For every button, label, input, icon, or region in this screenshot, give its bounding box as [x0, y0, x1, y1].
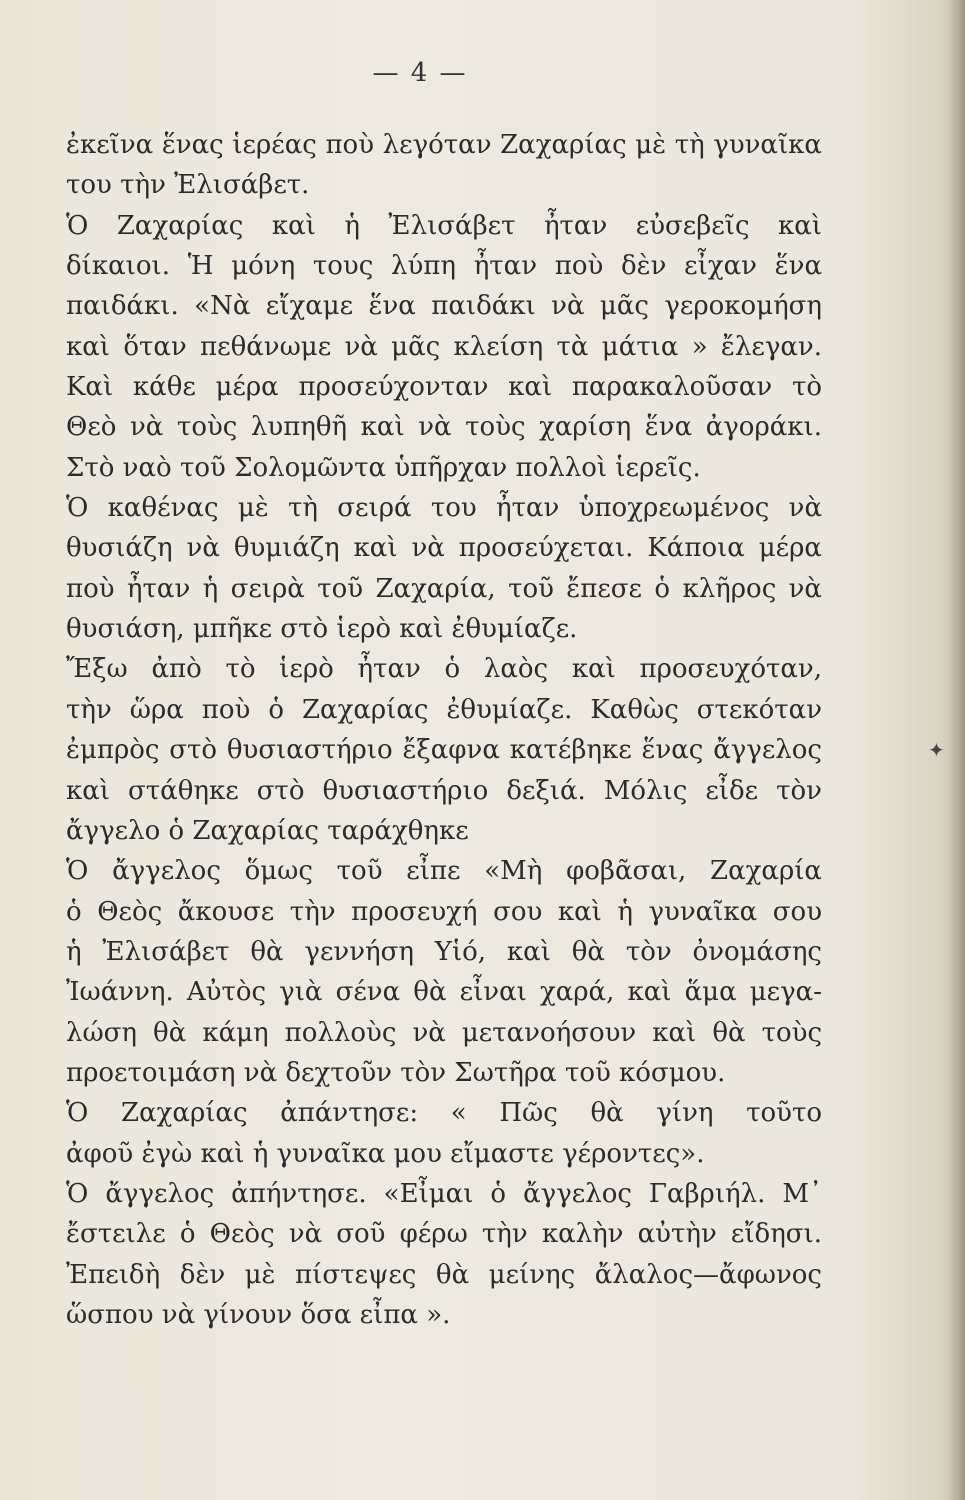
text-line: ἡ Ἐλισάβετ θὰ γεννήση Υἱό, καὶ θὰ τὸν ὀνομάσης	[66, 936, 822, 967]
text-line: προετοιμάση νὰ δεχτοῦν τὸν Σωτῆρα τοῦ κόσμου.	[66, 1057, 726, 1088]
text-line: ἄγγελο ὁ Ζαχαρίας ταράχθηκε	[66, 815, 469, 846]
text-line: Ὁ καθένας μὲ τὴ σειρά του ἦταν ὑποχρεωμένος νὰ	[66, 493, 822, 524]
text-line: ἔστειλε ὁ Θεὸς νὰ σοῦ φέρω τὴν καλὴν αὐτὴν εἴδησι.	[66, 1219, 822, 1250]
text-line: δίκαιοι. Ἡ μόνη τους λύπη ἦταν ποὺ δὲν εἶχαν ἕνα	[66, 251, 822, 282]
text-line: Θεὸ νὰ τοὺς λυπηθῆ καὶ νὰ τοὺς χαρίση ἕνα ἀγοράκι.	[66, 412, 822, 443]
text-line: Καὶ κάθε μέρα προσεύχονταν καὶ παρακαλοῦσαν τὸ	[66, 372, 822, 403]
text-line: ὥσπου νὰ γίνουν ὅσα εἶπα ».	[66, 1299, 451, 1330]
text-line: λώση θὰ κάμη πολλοὺς νὰ μετανοήσουν καὶ θὰ τοὺς	[66, 1017, 822, 1048]
text-line: θυσιάζη νὰ θυμιάζη καὶ νὰ προσεύχεται. Κάποια μέρα	[66, 533, 822, 564]
text-line: καὶ στάθηκε στὸ θυσιαστήριο δεξιά. Μόλις εἶδε τὸν	[66, 775, 822, 806]
margin-mark: ✦	[928, 738, 945, 762]
text-line: Ἰωάννη. Αὐτὸς γιὰ σένα θὰ εἶναι χαρά, καὶ ἅμα μεγα-	[66, 977, 822, 1008]
text-line: Ἐπειδὴ δὲν μὲ πίστεψες θὰ μείνης ἄλαλος—ἄφωνος	[66, 1259, 822, 1290]
text-line: τὴν ὥρα ποὺ ὁ Ζαχαρίας ἐθυμίαζε. Καθὼς στεκόταν	[66, 694, 822, 725]
text-line: παιδάκι. «Νὰ εἴχαμε ἕνα παιδάκι νὰ μᾶς γεροκομήση	[66, 291, 822, 322]
text-line: ἀφοῦ ἐγὼ καὶ ἡ γυναῖκα μου εἴμαστε γέροντες».	[66, 1138, 705, 1169]
text-line: θυσιάση, μπῆκε στὸ ἱερὸ καὶ ἐθυμίαζε.	[66, 614, 578, 645]
text-line: καὶ ὅταν πεθάνωμε νὰ μᾶς κλείση τὰ μάτια » ἔλεγαν.	[66, 331, 822, 362]
text-line: ἐκεῖνα ἕνας ἱερέας ποὺ λεγόταν Ζαχαρίας μὲ τὴ γυναῖκα	[66, 130, 822, 160]
body-text	[66, 125, 822, 1335]
text-line: Ὁ ἄγγελος ἀπήντησε. «Εἶμαι ὁ ἄγγελος Γαβριήλ. Μ᾽	[66, 1178, 822, 1209]
text-line: ποὺ ἦταν ἡ σειρὰ τοῦ Ζαχαρία, τοῦ ἔπεσε ὁ κλῆρος νὰ	[66, 573, 822, 604]
text-line: Ἔξω ἀπὸ τὸ ἱερὸ ἦταν ὁ λαὸς καὶ προσευχόταν,	[66, 654, 822, 685]
text-line: ἐμπρὸς στὸ θυσιαστήριο ἔξαφνα κατέβηκε ἕνας ἄγγελος	[66, 735, 822, 766]
page-edge-shadow	[947, 0, 965, 1500]
text-line: του τὴν Ἐλισάβετ.	[66, 170, 310, 201]
text-line: Ὁ Ζαχαρίας ἀπάντησε: « Πῶς θὰ γίνη τοῦτο	[66, 1098, 822, 1129]
text-line: Στὸ ναὸ τοῦ Σολομῶντα ὑπῆρχαν πολλοὶ ἱερεῖς.	[66, 452, 701, 483]
text-line: ὁ Θεὸς ἄκουσε τὴν προσευχή σου καὶ ἡ γυναῖκα σου	[66, 896, 822, 927]
text-line: Ὁ Ζαχαρίας καὶ ἡ Ἐλισάβετ ἦταν εὐσεβεῖς καὶ	[66, 210, 822, 241]
page-number: — 4 —	[372, 58, 468, 88]
text-line: Ὁ ἄγγελος ὅμως τοῦ εἶπε «Μὴ φοβᾶσαι, Ζαχαρία	[66, 856, 822, 887]
